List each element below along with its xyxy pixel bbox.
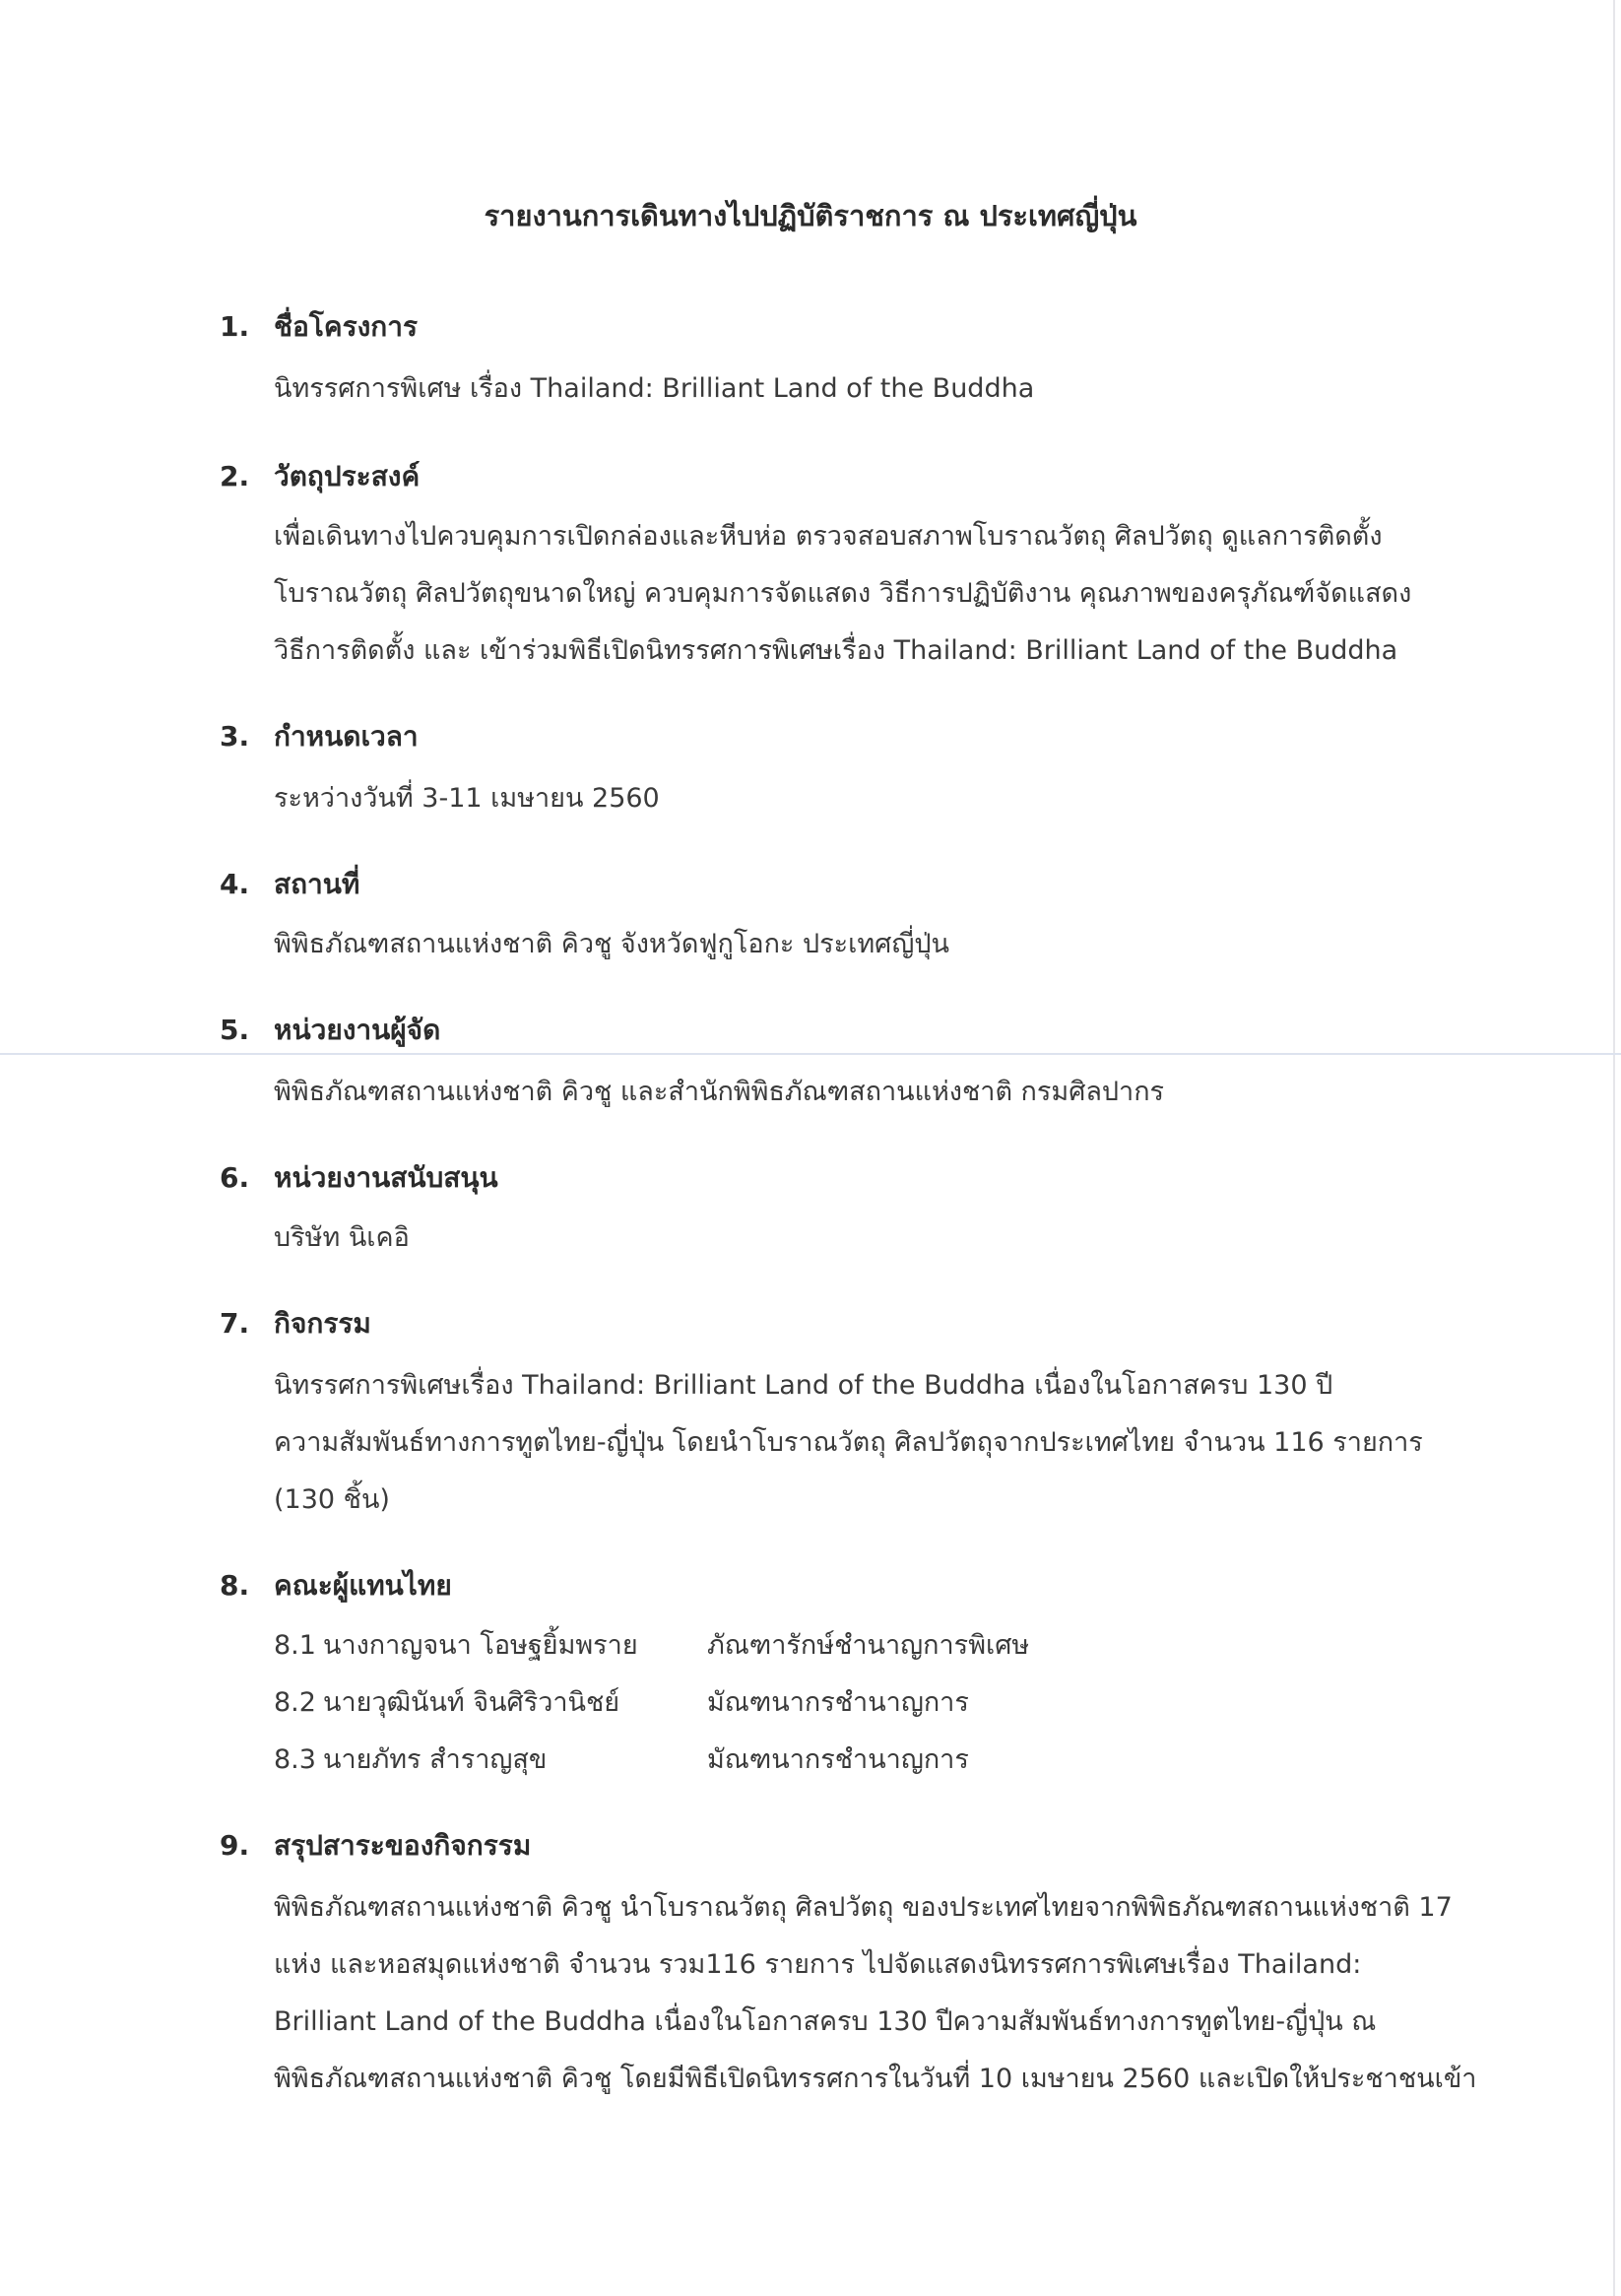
section-number: 9. <box>220 1829 250 1862</box>
section-number: 6. <box>220 1161 250 1194</box>
section-6-heading <box>220 1156 498 1200</box>
section-heading-text: หน่วยงานสนับสนุน <box>274 1161 498 1194</box>
section-number: 3. <box>220 720 250 753</box>
section-9-heading <box>220 1824 531 1868</box>
section-7-line: นิทรรศการพิเศษเรื่อง Thailand: Brilliant Land of the Buddha เนื่องในโอกาสครบ 130 ปี <box>274 1370 1333 1401</box>
section-heading-text: ชื่อโครงการ <box>274 310 419 343</box>
section-number: 4. <box>220 868 250 900</box>
delegation-member <box>274 1680 969 1723</box>
section-heading-text: คณะผู้แทนไทย <box>274 1569 452 1602</box>
member-name: นางกาญจนา โอษฐยิ้มพราย <box>323 1630 638 1661</box>
member-position: มัณฑนากรชำนาญการ <box>707 1687 969 1718</box>
section-number: 1. <box>220 310 250 343</box>
member-index: 8.2 <box>274 1687 316 1718</box>
section-7-line: ความสัมพันธ์ทางการทูตไทย-ญี่ปุ่น โดยนำโบราณวัตถุ ศิลปวัตถุจากประเทศไทย จำนวน 116 รายการ <box>274 1427 1423 1458</box>
section-heading-text: สถานที่ <box>274 868 360 900</box>
section-2-line: เพื่อเดินทางไปควบคุมการเปิดกล่องและหีบห่อ ตรวจสอบสภาพโบราณวัตถุ ศิลปวัตถุ ดูแลการติดตั้ง <box>274 521 1383 552</box>
section-4-line: พิพิธภัณฑสถานแห่งชาติ คิวชู จังหวัดฟูกูโอกะ ประเทศญี่ปุ่น <box>274 929 949 959</box>
member-name: นายวุฒินันท์ จินศิริวานิชย์ <box>323 1687 620 1718</box>
section-7-heading <box>220 1302 371 1345</box>
section-number: 5. <box>220 1014 250 1046</box>
member-index: 8.3 <box>274 1744 316 1775</box>
delegation-member <box>274 1738 969 1780</box>
section-4-heading <box>220 863 359 906</box>
section-heading-text: หน่วยงานผู้จัด <box>274 1014 441 1046</box>
delegation-member <box>274 1623 1029 1666</box>
section-6-line: บริษัท นิเคอิ <box>274 1222 410 1253</box>
section-3-line: ระหว่างวันที่ 3-11 เมษายน 2560 <box>274 783 660 814</box>
page-edge <box>1613 0 1615 2296</box>
section-2-heading <box>220 455 420 498</box>
document-title: รายงานการเดินทางไปปฏิบัติราชการ ณ ประเทศญี่ปุ่น <box>484 199 1137 232</box>
section-3-heading <box>220 715 419 758</box>
section-1-heading <box>220 305 418 349</box>
section-number: 7. <box>220 1307 250 1340</box>
section-9-line: พิพิธภัณฑสถานแห่งชาติ คิวชู นำโบราณวัตถุ ศิลปวัตถุ ของประเทศไทยจากพิพิธภัณฑสถานแห่งชาติ 17 <box>274 1892 1453 1923</box>
member-position: ภัณฑารักษ์ชำนาญการพิเศษ <box>707 1630 1030 1661</box>
section-7-line: (130 ชิ้น) <box>274 1484 390 1515</box>
member-position: มัณฑนากรชำนาญการ <box>707 1744 969 1775</box>
section-heading-text: กำหนดเวลา <box>274 720 419 753</box>
section-8-heading <box>220 1564 452 1607</box>
section-number: 8. <box>220 1569 250 1602</box>
section-5-heading <box>220 1009 440 1052</box>
section-2-line: วิธีการติดตั้ง และ เข้าร่วมพิธีเปิดนิทรรศการพิเศษเรื่อง Thailand: Brilliant Land of the Buddha <box>274 635 1398 666</box>
section-heading-text: วัตถุประสงค์ <box>274 460 421 492</box>
scan-line <box>0 1053 1621 1055</box>
member-name: นายภัทร สำราญสุข <box>323 1744 548 1775</box>
section-heading-text: กิจกรรม <box>274 1307 371 1340</box>
section-5-line: พิพิธภัณฑสถานแห่งชาติ คิวชู และสำนักพิพิธภัณฑสถานแห่งชาติ กรมศิลปากร <box>274 1077 1165 1107</box>
section-2-line: โบราณวัตถุ ศิลปวัตถุขนาดใหญ่ ควบคุมการจัดแสดง วิธีการปฏิบัติงาน คุณภาพของครุภัณฑ์จัดแสดง <box>274 578 1412 609</box>
section-9-line: Brilliant Land of the Buddha เนื่องในโอกาสครบ 130 ปีความสัมพันธ์ทางการทูตไทย-ญี่ปุ่น ณ <box>274 2006 1377 2037</box>
section-9-line: แห่ง และหอสมุดแห่งชาติ จำนวน รวม116 รายการ ไปจัดแสดงนิทรรศการพิเศษเรื่อง Thailand: <box>274 1949 1362 1980</box>
section-9-line: พิพิธภัณฑสถานแห่งชาติ คิวชู โดยมีพิธีเปิดนิทรรศการในวันที่ 10 เมษายน 2560 และเปิดให้ประชาชนเข้า <box>274 2064 1477 2094</box>
section-number: 2. <box>220 460 250 492</box>
section-1-line: นิทรรศการพิเศษ เรื่อง Thailand: Brilliant Land of the Buddha <box>274 373 1035 404</box>
section-heading-text: สรุปสาระของกิจกรรม <box>274 1829 532 1862</box>
member-index: 8.1 <box>274 1630 316 1661</box>
